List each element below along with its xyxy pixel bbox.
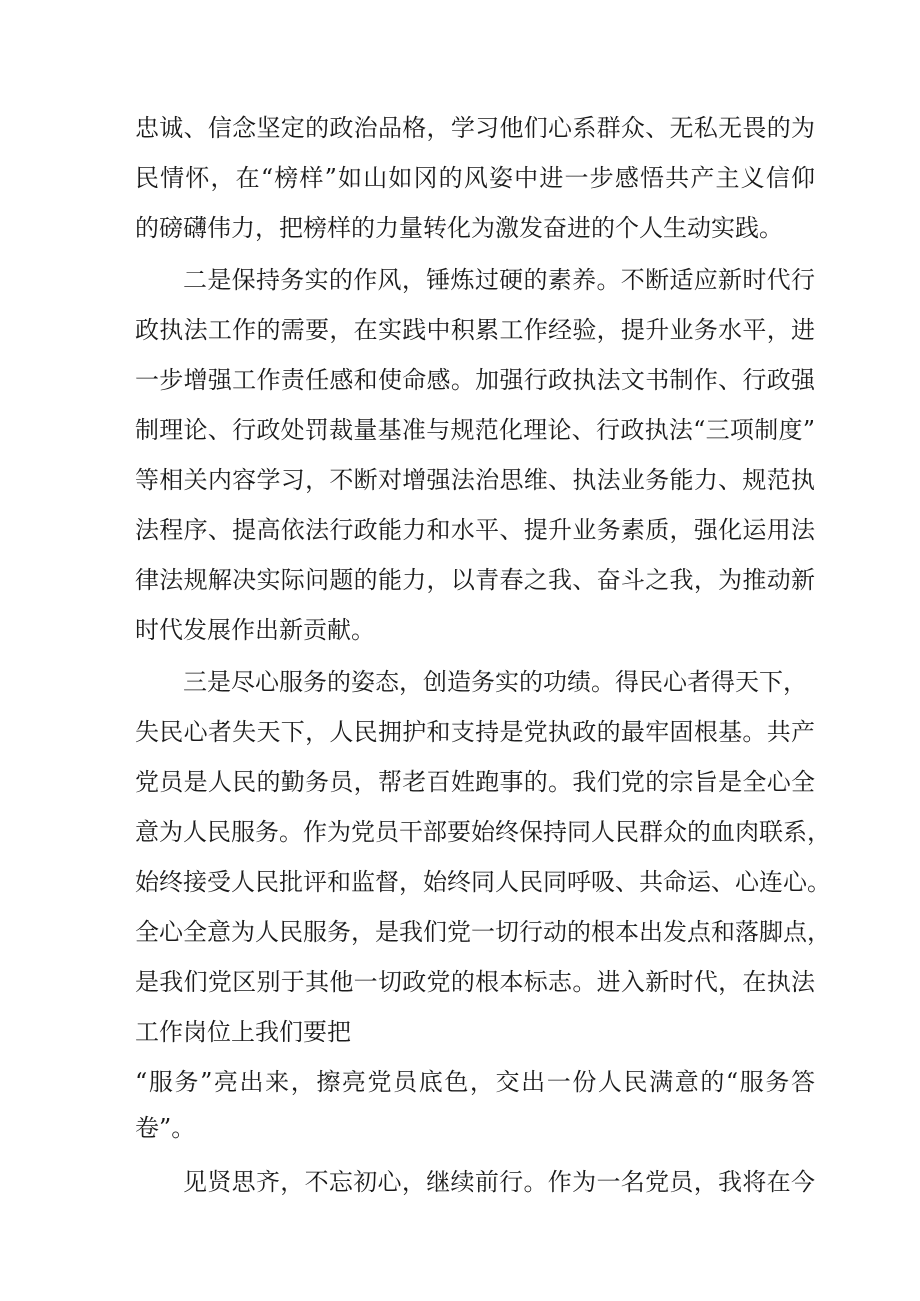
text-line: 工作岗位上我们要把: [135, 1018, 351, 1046]
text-line: 党员是人民的勤务员，帮老百姓跑事的。我们党的宗旨是全心全: [135, 768, 815, 796]
text-line: 是我们党区别于其他一切政党的根本标志。进入新时代，在执法: [135, 968, 815, 996]
text-line: 民情怀，在“榜样”如山如冈的风姿中进一步感悟共产主义信仰: [135, 164, 815, 192]
text-line: 失民心者失天下，人民拥护和支持是党执政的最牢固根基。共产: [135, 718, 815, 746]
text-line: 卷”。: [135, 1114, 196, 1142]
text-line: 律法规解决实际问题的能力，以青春之我、奋斗之我，为推动新: [135, 566, 815, 594]
text-line: 的磅礴伟力，把榜样的力量转化为激发奋进的个人生动实践。: [135, 214, 783, 242]
text-line: 忠诚、信念坚定的政治品格，学习他们心系群众、无私无畏的为: [135, 114, 815, 142]
text-line: 政执法工作的需要，在实践中积累工作经验，提升业务水平，进: [135, 316, 815, 344]
text-line: 制理论、行政处罚裁量基准与规范化理论、行政执法“三项制度”: [135, 416, 815, 444]
text-line: 始终接受人民批评和监督，始终同人民同呼吸、共命运、心连心。: [135, 868, 831, 896]
text-line: 法程序、提高依法行政能力和水平、提升业务素质，强化运用法: [135, 516, 815, 544]
text-line: 全心全意为人民服务，是我们党一切行动的根本出发点和落脚点，: [135, 918, 831, 946]
text-line: “服务”亮出来，擦亮党员底色，交出一份人民满意的“服务答: [135, 1068, 815, 1096]
paragraph-first-line: 三是尽心服务的姿态，创造务实的功绩。得民心者得天下，: [183, 668, 807, 696]
text-line: 等相关内容学习，不断对增强法治思维、执法业务能力、规范执: [135, 466, 815, 494]
paragraph-first-line: 见贤思齐，不忘初心，继续前行。作为一名党员，我将在今: [183, 1168, 815, 1196]
text-line: 时代发展作出新贡献。: [135, 616, 375, 644]
text-line: 一步增强工作责任感和使命感。加强行政执法文书制作、行政强: [135, 366, 815, 394]
paragraph-first-line: 二是保持务实的作风，锤炼过硬的素养。不断适应新时代行: [183, 266, 815, 294]
text-line: 意为人民服务。作为党员干部要始终保持同人民群众的血肉联系，: [135, 818, 831, 846]
